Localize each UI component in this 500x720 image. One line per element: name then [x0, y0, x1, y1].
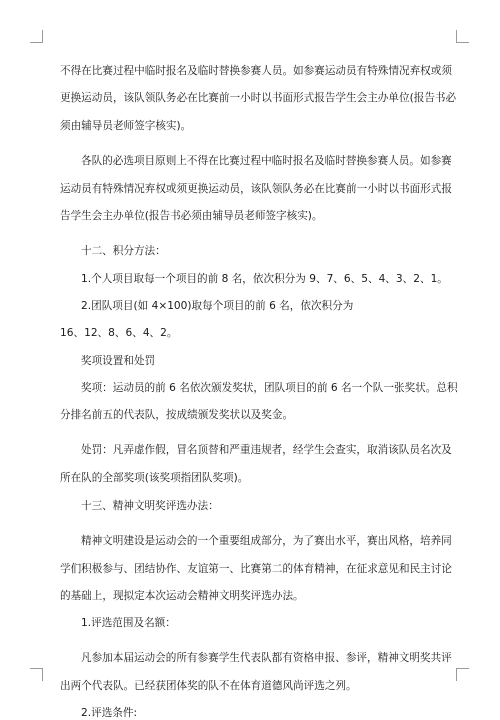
text-line: 1.个人项目取每一个项目的前 8 名，依次积分为 9、7、6、5、4、3、2、1。 [81, 273, 448, 285]
section-heading: 奖项设置和处罚 [81, 355, 156, 367]
text-line: 奖项：运动员的前 6 名依次颁发奖状，团队项目的前 6 名一个队一张奖状。总积 [81, 382, 458, 394]
text-line: 2.团队项目(如 4×100)取每个项目的前 6 名，依次积分为 [81, 300, 354, 312]
crop-mark-bottom-right [456, 668, 469, 681]
text-line: 各队的必选项目原则上不得在比赛过程中临时报名及临时替换参赛人员。如参赛 [81, 155, 452, 167]
text-line: 学们积极参与、团结协作、友谊第一、比赛第二的体育精神，在征求意见和民主讨论 [60, 563, 452, 575]
text-line: 的基础上，现拟定本次运动会精神文明奖评选办法。 [60, 590, 304, 602]
text-line: 须由辅导员老师签字核实)。 [60, 120, 192, 132]
text-line: 更换运动员，该队领队务必在比赛前一小时以书面形式报告学生会主办单位(报告书必 [60, 92, 457, 104]
crop-mark-bottom-left [30, 668, 43, 681]
text-line: 处罚：凡弄虚作假，冒名顶替和严重违规者，经学生会查实，取消该队员名次及 [81, 444, 452, 456]
text-line: 凡参加本届运动会的所有参赛学生代表队都有资格申报、参评，精神文明奖共评 [81, 652, 452, 664]
text-line: 精神文明建设是运动会的一个重要组成部分，为了赛出水平，赛出风格，培养同 [81, 535, 452, 547]
text-line: 16、12、8、6、4、2。 [60, 327, 178, 339]
crop-mark-top-right [456, 30, 469, 43]
section-heading: 2.评选条件: [81, 707, 138, 719]
section-heading: 十二、积分方法： [81, 245, 166, 257]
text-line: 分排名前五的代表队，按成绩颁发奖状以及奖金。 [60, 409, 294, 421]
section-heading: 十三、精神文明奖评选办法： [81, 500, 219, 512]
text-line: 不得在比赛过程中临时报名及临时替换参赛人员。如参赛运动员有特殊情况弃权或须 [60, 65, 452, 77]
text-line: 所在队的全部奖项(该奖项指团队奖项)。 [60, 472, 249, 484]
text-line: 出两个代表队。已经获团体奖的队不在体育道德风尚评选之列。 [60, 680, 357, 692]
section-heading: 1.评选范围及名额： [81, 617, 176, 629]
crop-mark-top-left [30, 30, 43, 43]
text-line: 告学生会主办单位(报告书必须由辅导员老师签字核实)。 [60, 210, 323, 222]
text-line: 运动员有特殊情况弃权或须更换运动员，该队领队务必在比赛前一小时以书面形式报 [60, 183, 452, 195]
